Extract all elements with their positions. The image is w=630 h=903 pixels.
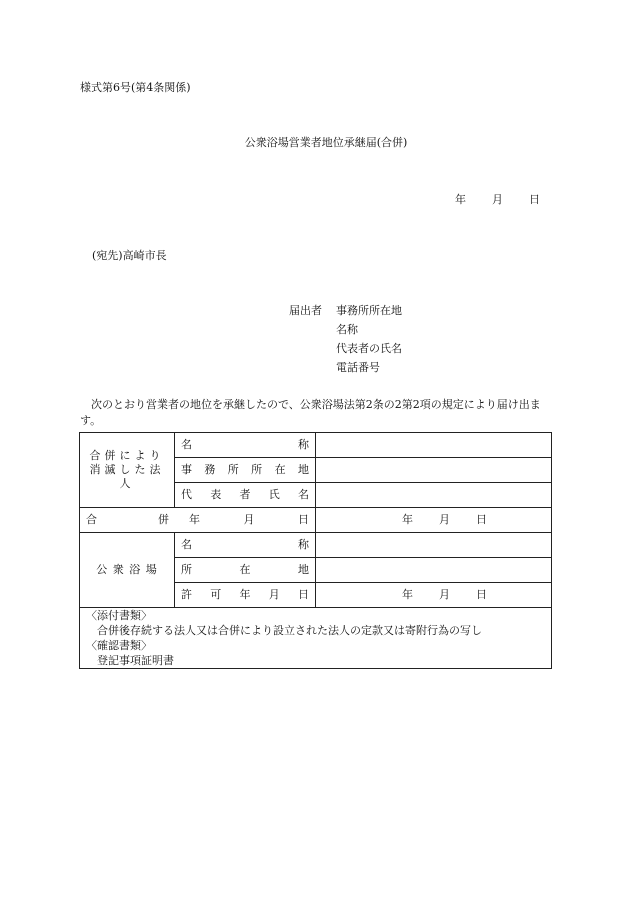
date-month-label: 月 bbox=[492, 193, 503, 206]
page-title: 公衆浴場営業者地位承継届(合併) bbox=[244, 136, 408, 149]
applicant-field-name: 名称 bbox=[336, 323, 358, 336]
row-label-name: 名 称 bbox=[175, 433, 316, 458]
applicant-label: 届出者 bbox=[289, 304, 322, 317]
date-day-label: 日 bbox=[529, 193, 540, 206]
date-header bbox=[455, 193, 540, 207]
extinct-corp-representative-value[interactable] bbox=[316, 483, 552, 508]
bathhouse-location-value[interactable] bbox=[316, 558, 552, 583]
bathhouse-label: 公 衆 浴 場 bbox=[80, 533, 175, 608]
confirm-docs-heading: 〈確認書類〉 bbox=[86, 639, 152, 652]
attachments-section bbox=[80, 608, 552, 669]
extinct-corp-address-value[interactable] bbox=[316, 458, 552, 483]
permit-date-value[interactable]: 年 月 日 bbox=[316, 583, 552, 608]
bathhouse-name-value[interactable] bbox=[316, 533, 552, 558]
attachments-item: 合併後存続する法人又は合併により設立された法人の定款又は寄附行為の写し bbox=[97, 624, 482, 637]
row-label-bathhouse-location: 所 在 地 bbox=[175, 558, 316, 583]
row-label-merger-date: 合 併 年 月 日 bbox=[80, 508, 316, 533]
extinct-corp-label: 合併により 消滅した法人 bbox=[80, 433, 175, 508]
attachments-heading: 〈添付書類〉 bbox=[86, 609, 152, 622]
applicant-field-office-address: 事務所所在地 bbox=[336, 304, 402, 317]
extinct-corp-name-value[interactable] bbox=[316, 433, 552, 458]
row-label-bathhouse-name: 名 称 bbox=[175, 533, 316, 558]
row-label-representative: 代 表 者 氏 名 bbox=[175, 483, 316, 508]
date-year-label: 年 bbox=[455, 193, 466, 206]
notification-table bbox=[79, 432, 552, 669]
row-label-permit-date: 許 可 年 月 日 bbox=[175, 583, 316, 608]
addressee: (宛先)高崎市長 bbox=[92, 249, 167, 262]
form-number: 様式第6号(第4条関係) bbox=[80, 81, 191, 94]
intro-text: 次のとおり営業者の地位を承継したので、公衆浴場法第2条の2第2項の規定により届け出ます。 bbox=[80, 398, 541, 427]
row-label-office-address: 事 務 所 所 在 地 bbox=[175, 458, 316, 483]
merger-date-value[interactable]: 年 月 日 bbox=[316, 508, 552, 533]
applicant-field-representative: 代表者の氏名 bbox=[336, 342, 402, 355]
applicant-field-phone: 電話番号 bbox=[336, 361, 380, 374]
confirm-docs-item: 登記事項証明書 bbox=[97, 654, 174, 667]
